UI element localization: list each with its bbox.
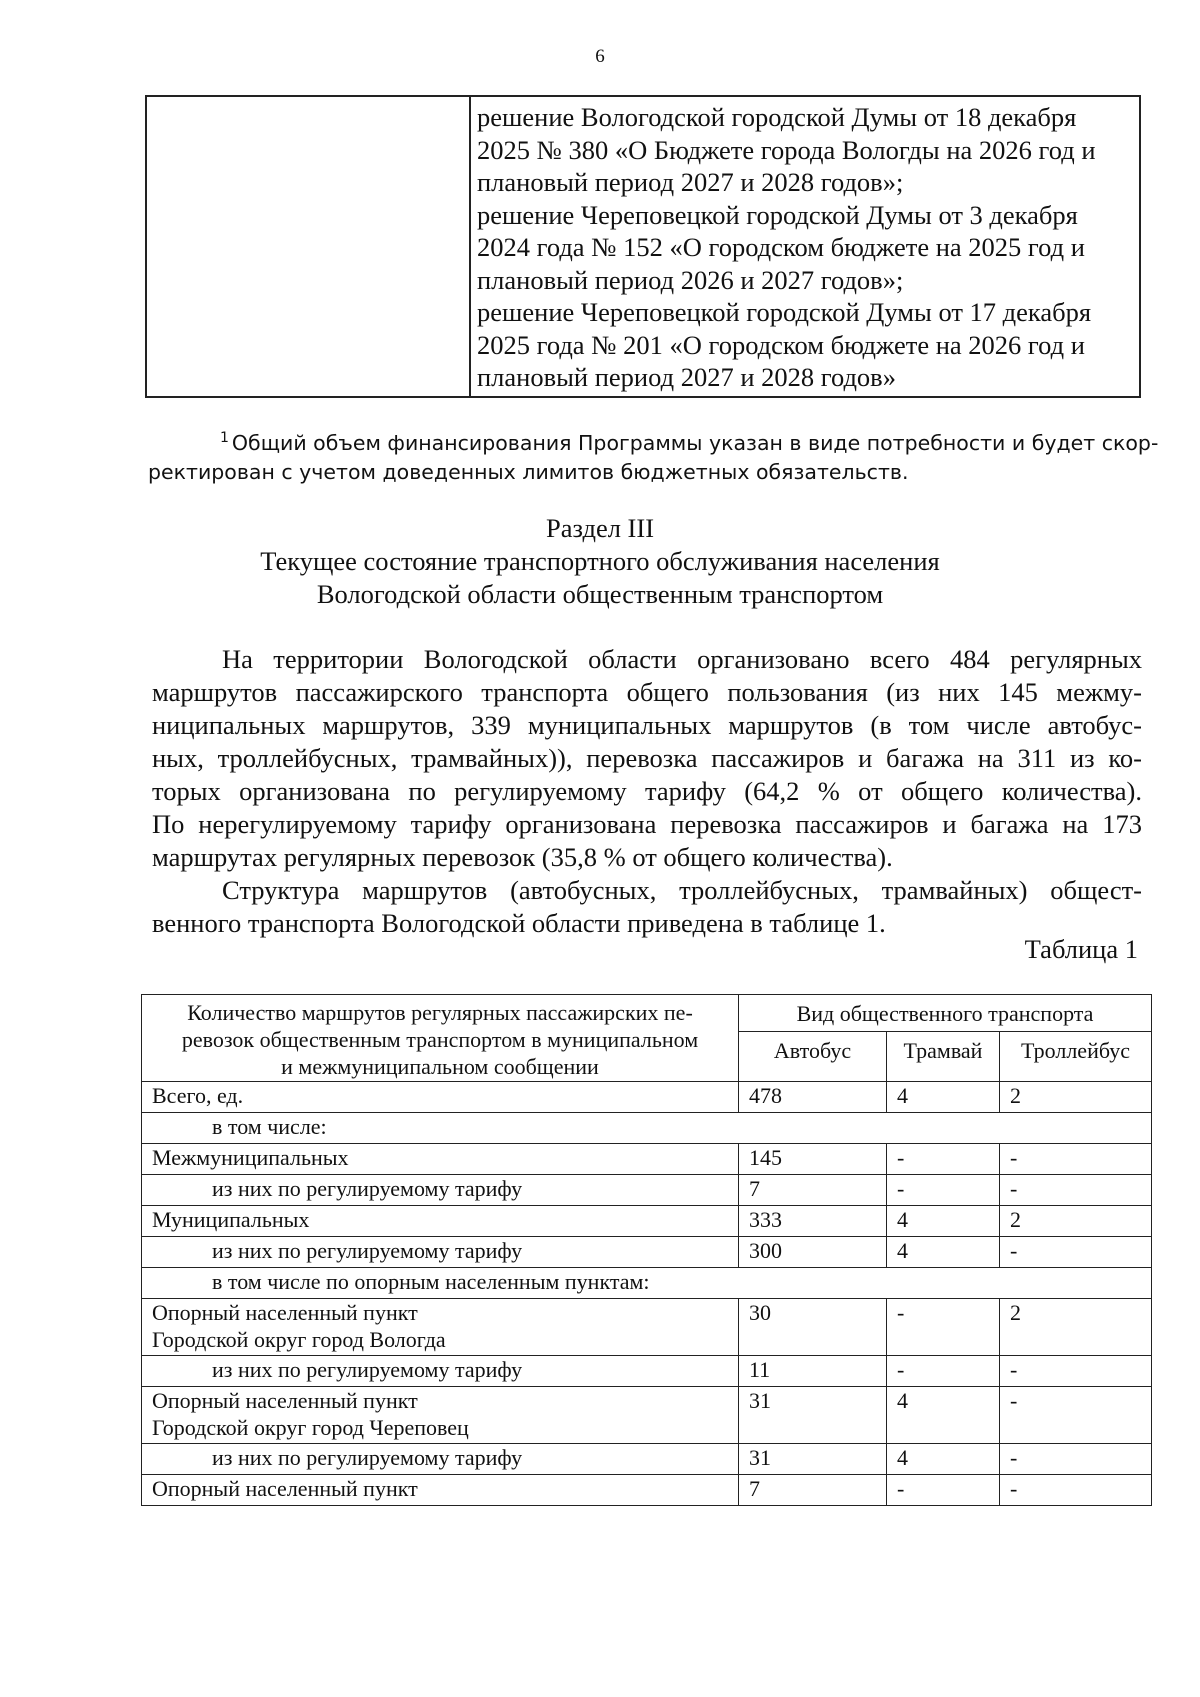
bus-value: 145 xyxy=(739,1144,887,1175)
table-row xyxy=(142,1237,1152,1268)
section-title-line: Вологодской области общественным транспортом xyxy=(316,579,884,609)
table-row xyxy=(142,1082,1152,1113)
table-row xyxy=(142,1356,1152,1387)
legal-basis-line: 2025 года № 201 «О городском бюджете на 2026 год и xyxy=(477,329,1085,360)
legal-basis-right-cell xyxy=(470,96,1140,397)
section-label: Раздел III xyxy=(545,513,655,543)
table-row xyxy=(142,1206,1152,1237)
bus-value: 300 xyxy=(739,1237,887,1268)
tram-value: - xyxy=(887,1475,1000,1506)
trolleybus-value: 2 xyxy=(1000,1082,1152,1113)
row-label: Всего, ед. xyxy=(142,1082,739,1113)
header-route-count: Количество маршрутов регулярных пассажирских пе- ревозок общественным транспортом в муниципальном и межмуниципальном сообщении xyxy=(142,995,739,1082)
header-trolleybus: Троллейбус xyxy=(1000,1032,1152,1082)
bus-value: 31 xyxy=(739,1444,887,1475)
bus-value: 7 xyxy=(739,1175,887,1206)
footnote-line: ректирован с учетом доведенных лимитов бюджетных обязательств. xyxy=(148,460,909,484)
footnote-marker: 1 xyxy=(220,430,229,446)
row-label: из них по регулируемому тарифу xyxy=(142,1356,739,1387)
tram-value: 4 xyxy=(887,1082,1000,1113)
row-label: Муниципальных xyxy=(142,1206,739,1237)
trolleybus-value: - xyxy=(1000,1444,1152,1475)
page-number: 6 xyxy=(595,46,605,67)
table-row xyxy=(142,1113,1152,1144)
row-label: из них по регулируемому тарифу xyxy=(142,1175,739,1206)
tram-value: - xyxy=(887,1356,1000,1387)
trolleybus-value: 2 xyxy=(1000,1206,1152,1237)
trolleybus-value: - xyxy=(1000,1144,1152,1175)
table-row xyxy=(142,1475,1152,1506)
legal-basis-line: 2025 № 380 «О Бюджете города Вологды на 2026 год и xyxy=(477,134,1096,165)
tram-value: 4 xyxy=(887,1237,1000,1268)
legal-basis-line: плановый период 2027 и 2028 годов» xyxy=(477,362,896,392)
header-bus: Автобус xyxy=(739,1032,887,1082)
table-row xyxy=(142,1144,1152,1175)
legal-basis-line: плановый период 2027 и 2028 годов»; xyxy=(477,167,904,197)
paragraph-line: маршрутах регулярных перевозок (35,8 % от общего количества). xyxy=(152,842,893,872)
tram-value: - xyxy=(887,1175,1000,1206)
table-row xyxy=(142,1299,1152,1356)
row-label: Межмуниципальных xyxy=(142,1144,739,1175)
legal-basis-line: 2024 года № 152 «О городском бюджете на 2025 год и xyxy=(477,232,1085,262)
bus-value: 31 xyxy=(739,1387,887,1444)
paragraph-line: ниципальных маршрутов, 339 муниципальных маршрутов (в том числе автобус- xyxy=(152,710,1142,740)
row-label: Опорный населенный пункт xyxy=(142,1475,739,1506)
trolleybus-value: - xyxy=(1000,1175,1152,1206)
row-label: в том числе по опорным населенным пунктам: xyxy=(142,1268,1152,1299)
tram-value: 4 xyxy=(887,1387,1000,1444)
tram-value: 4 xyxy=(887,1206,1000,1237)
legal-basis-table xyxy=(145,95,1141,398)
tram-value: - xyxy=(887,1299,1000,1356)
paragraph-line: венного транспорта Вологодской области приведена в таблице 1. xyxy=(152,908,886,938)
footnote xyxy=(148,424,1159,487)
routes-table xyxy=(141,994,1152,1506)
footnote-line: Общий объем финансирования Программы указан в виде потребности и будет скор- xyxy=(231,431,1159,455)
paragraph-line: торых организована по регулируемому тарифу (64,2 % от общего количества). xyxy=(152,776,1142,806)
legal-basis-line: плановый период 2026 и 2027 годов»; xyxy=(477,264,904,295)
tram-value: - xyxy=(887,1144,1000,1175)
tram-value: 4 xyxy=(887,1444,1000,1475)
legal-basis-line: решение Вологодской городской Думы от 18 декабря xyxy=(477,102,1077,132)
trolleybus-value: - xyxy=(1000,1237,1152,1268)
header-tram: Трамвай xyxy=(887,1032,1000,1082)
row-label: из них по регулируемому тарифу xyxy=(142,1237,739,1268)
paragraph-line: маршрутов пассажирского транспорта общего пользования (из них 145 межму- xyxy=(152,677,1142,707)
row-label: из них по регулируемому тарифу xyxy=(142,1444,739,1475)
legal-basis-line: решение Череповецкой городской Думы от 17 декабря xyxy=(477,297,1092,327)
legal-basis-line: решение Череповецкой городской Думы от 3 декабря xyxy=(477,199,1078,230)
bus-value: 7 xyxy=(739,1475,887,1506)
row-label: Опорный населенный пункт Городской округ город Череповец xyxy=(142,1387,739,1444)
trolleybus-value: 2 xyxy=(1000,1299,1152,1356)
legal-basis-left-cell xyxy=(146,96,470,397)
paragraph-line: ных, троллейбусных, трамвайных)), перевозка пассажиров и багажа на 311 из ко- xyxy=(152,743,1142,773)
paragraph-line: На территории Вологодской области организовано всего 484 регулярных xyxy=(222,644,1142,674)
bus-value: 333 xyxy=(739,1206,887,1237)
paragraph-line: По нерегулируемому тарифу организована перевозка пассажиров и багажа на 173 xyxy=(152,809,1142,839)
table-row xyxy=(142,1175,1152,1206)
table-row xyxy=(142,1268,1152,1299)
body-text xyxy=(152,643,1142,940)
trolleybus-value: - xyxy=(1000,1356,1152,1387)
table-row xyxy=(142,1444,1152,1475)
section-title-line: Текущее состояние транспортного обслуживания населения xyxy=(260,546,940,576)
table-label: Таблица 1 xyxy=(1024,934,1138,964)
section-heading xyxy=(0,512,1200,611)
row-label: Опорный населенный пункт Городской округ город Вологда xyxy=(142,1299,739,1356)
trolleybus-value: - xyxy=(1000,1387,1152,1444)
paragraph-line: Структура маршрутов (автобусных, троллейбусных, трамвайных) общест- xyxy=(222,875,1142,905)
bus-value: 11 xyxy=(739,1356,887,1387)
trolleybus-value: - xyxy=(1000,1475,1152,1506)
table-row xyxy=(142,1387,1152,1444)
row-label: в том числе: xyxy=(142,1113,1152,1144)
header-transport-type: Вид общественного транспорта xyxy=(739,995,1152,1032)
bus-value: 30 xyxy=(739,1299,887,1356)
bus-value: 478 xyxy=(739,1082,887,1113)
